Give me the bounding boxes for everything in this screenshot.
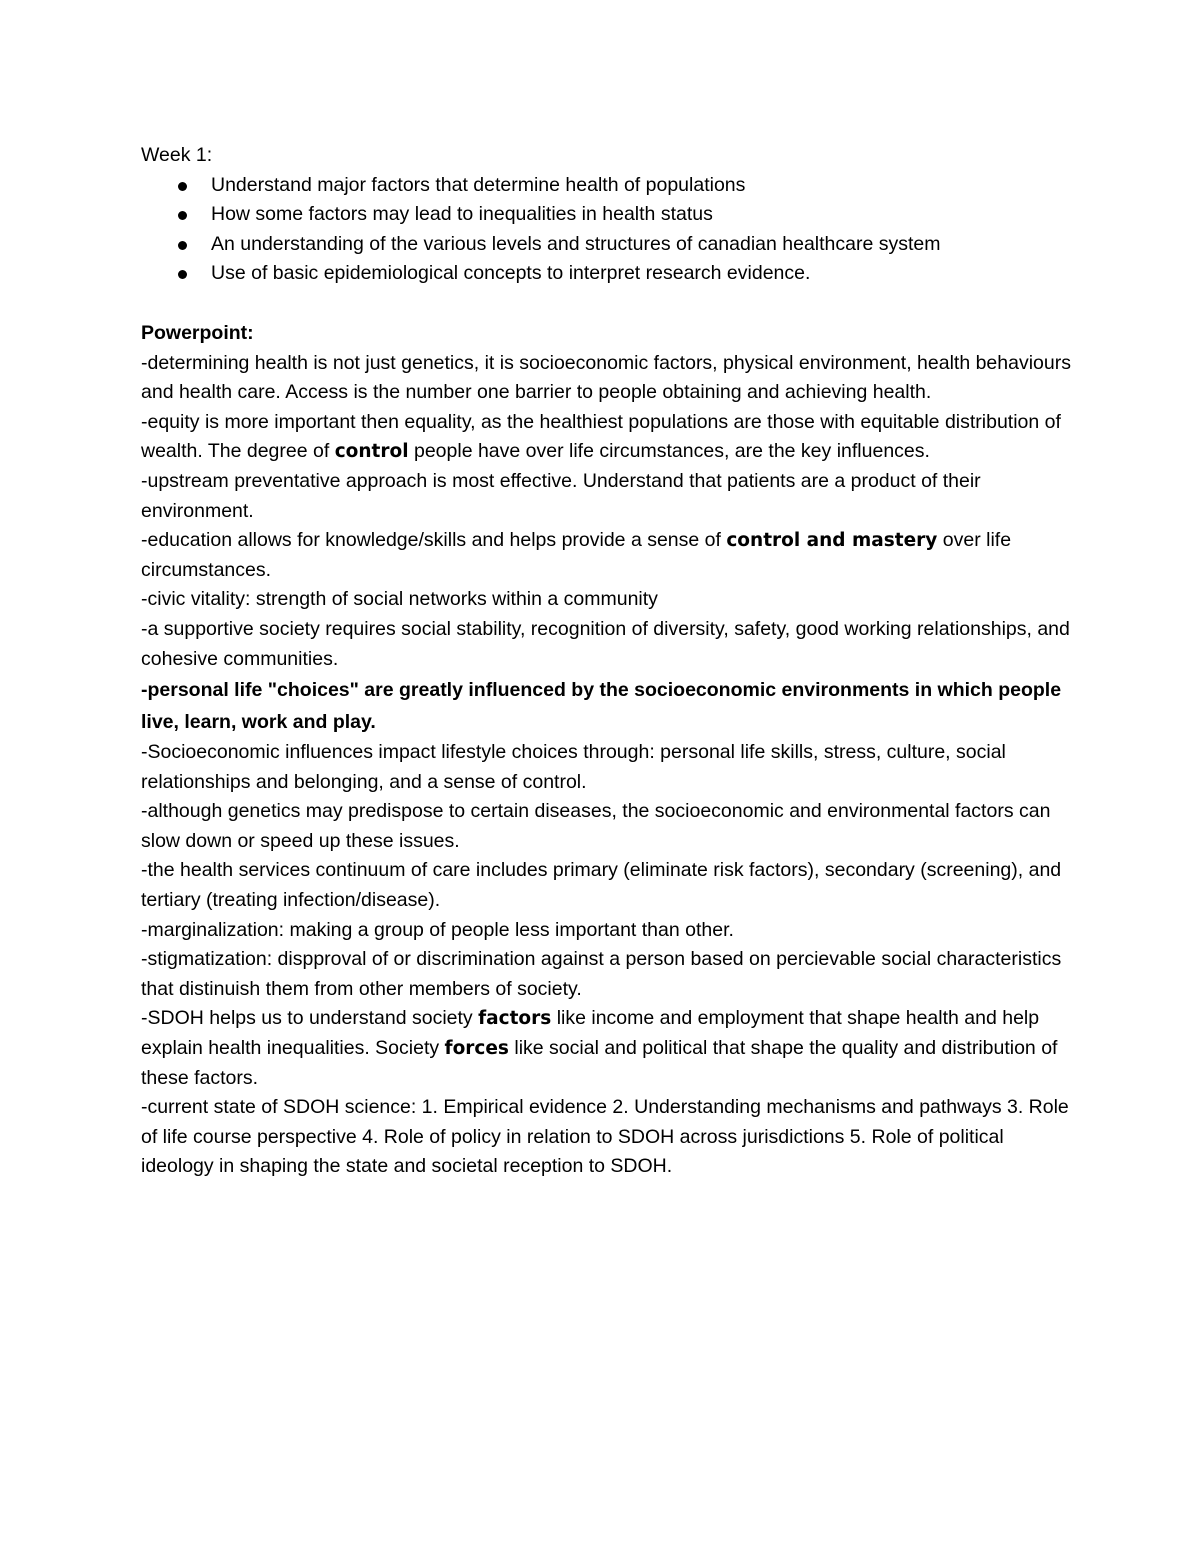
note-paragraph: -the health services continuum of care includes primary (eliminate risk factors), secondary (screening), and tertiary (treating infection/disease).: [141, 859, 1062, 912]
note-paragraph: -civic vitality: strength of social networks within a community: [141, 588, 658, 611]
objective-text: Understand major factors that determine health of populations: [211, 173, 746, 196]
note-paragraph: -personal life "choices" are greatly influenced by the socioeconomic environments in which people live, learn, work and play.: [141, 679, 1062, 734]
bullet-icon: [178, 241, 187, 250]
bold-term: control: [334, 441, 409, 463]
bold-term: forces: [444, 1038, 509, 1060]
note-paragraph: -Socioeconomic influences impact lifestyle choices through: personal life skills, stress, culture, social relationships and belonging, and a sense of control.: [141, 741, 1006, 793]
objective-text: An understanding of the various levels and structures of canadian healthcare system: [211, 232, 941, 255]
document-page: [141, 141, 1071, 1182]
note-paragraph: -although genetics may predispose to certain diseases, the socioeconomic and environmental factors can slow down or speed up these issues.: [141, 800, 1051, 852]
note-paragraph: -current state of SDOH science: 1. Empirical evidence 2. Understanding mechanisms and pathways 3. Role of life course perspective 4. Role of policy in relation to SDOH across jurisdictions 5. Role of political ideology in shaping the state and societal reception to SDOH.: [141, 1096, 1069, 1178]
note-paragraph: -equity is more important then equality, as the healthiest populations are those with equitable distribution of wealth. The degree of control people have over life circumstances, are the key influences.: [141, 410, 1061, 463]
list-item: [141, 259, 1071, 289]
bold-term: control and mastery: [726, 530, 938, 552]
list-item: [141, 200, 1071, 230]
note-paragraph: -stigmatization: dispproval of or discrimination against a person based on percievable social characteristics that distinuish them from other members of society.: [141, 948, 1062, 1000]
bullet-icon: [178, 270, 187, 279]
list-item: [141, 230, 1071, 260]
objectives-list: [141, 171, 1071, 289]
note-paragraph: -marginalization: making a group of people less important than other.: [141, 918, 734, 941]
objective-text: How some factors may lead to inequalities in health status: [211, 203, 713, 226]
spacer: [141, 289, 1071, 319]
notes-list: [141, 349, 1071, 1182]
bullet-icon: [178, 182, 187, 191]
note-paragraph: -a supportive society requires social stability, recognition of diversity, safety, good working relationships, and cohesive communities.: [141, 617, 1070, 670]
bullet-icon: [178, 211, 187, 220]
week-title: Week 1:: [141, 144, 213, 166]
note-paragraph: -determining health is not just genetics, it is socioeconomic factors, physical environment, health behaviours and health care. Access is the number one barrier to people obtaining and achieving health.: [141, 351, 1071, 404]
note-paragraph: -SDOH helps us to understand society factors like income and employment that shape health and help explain health inequalities. Society forces like social and political that shape the quality and distribution of these factors.: [141, 1007, 1058, 1089]
list-item: [141, 171, 1071, 201]
bold-term: factors: [478, 1008, 552, 1030]
note-paragraph: -education allows for knowledge/skills and helps provide a sense of control and mastery over life circumstances.: [141, 529, 1012, 581]
objective-text: Use of basic epidemiological concepts to interpret research evidence.: [211, 262, 811, 285]
note-paragraph: -upstream preventative approach is most effective. Understand that patients are a product of their environment.: [141, 469, 981, 522]
section-heading: Powerpoint:: [141, 321, 254, 344]
